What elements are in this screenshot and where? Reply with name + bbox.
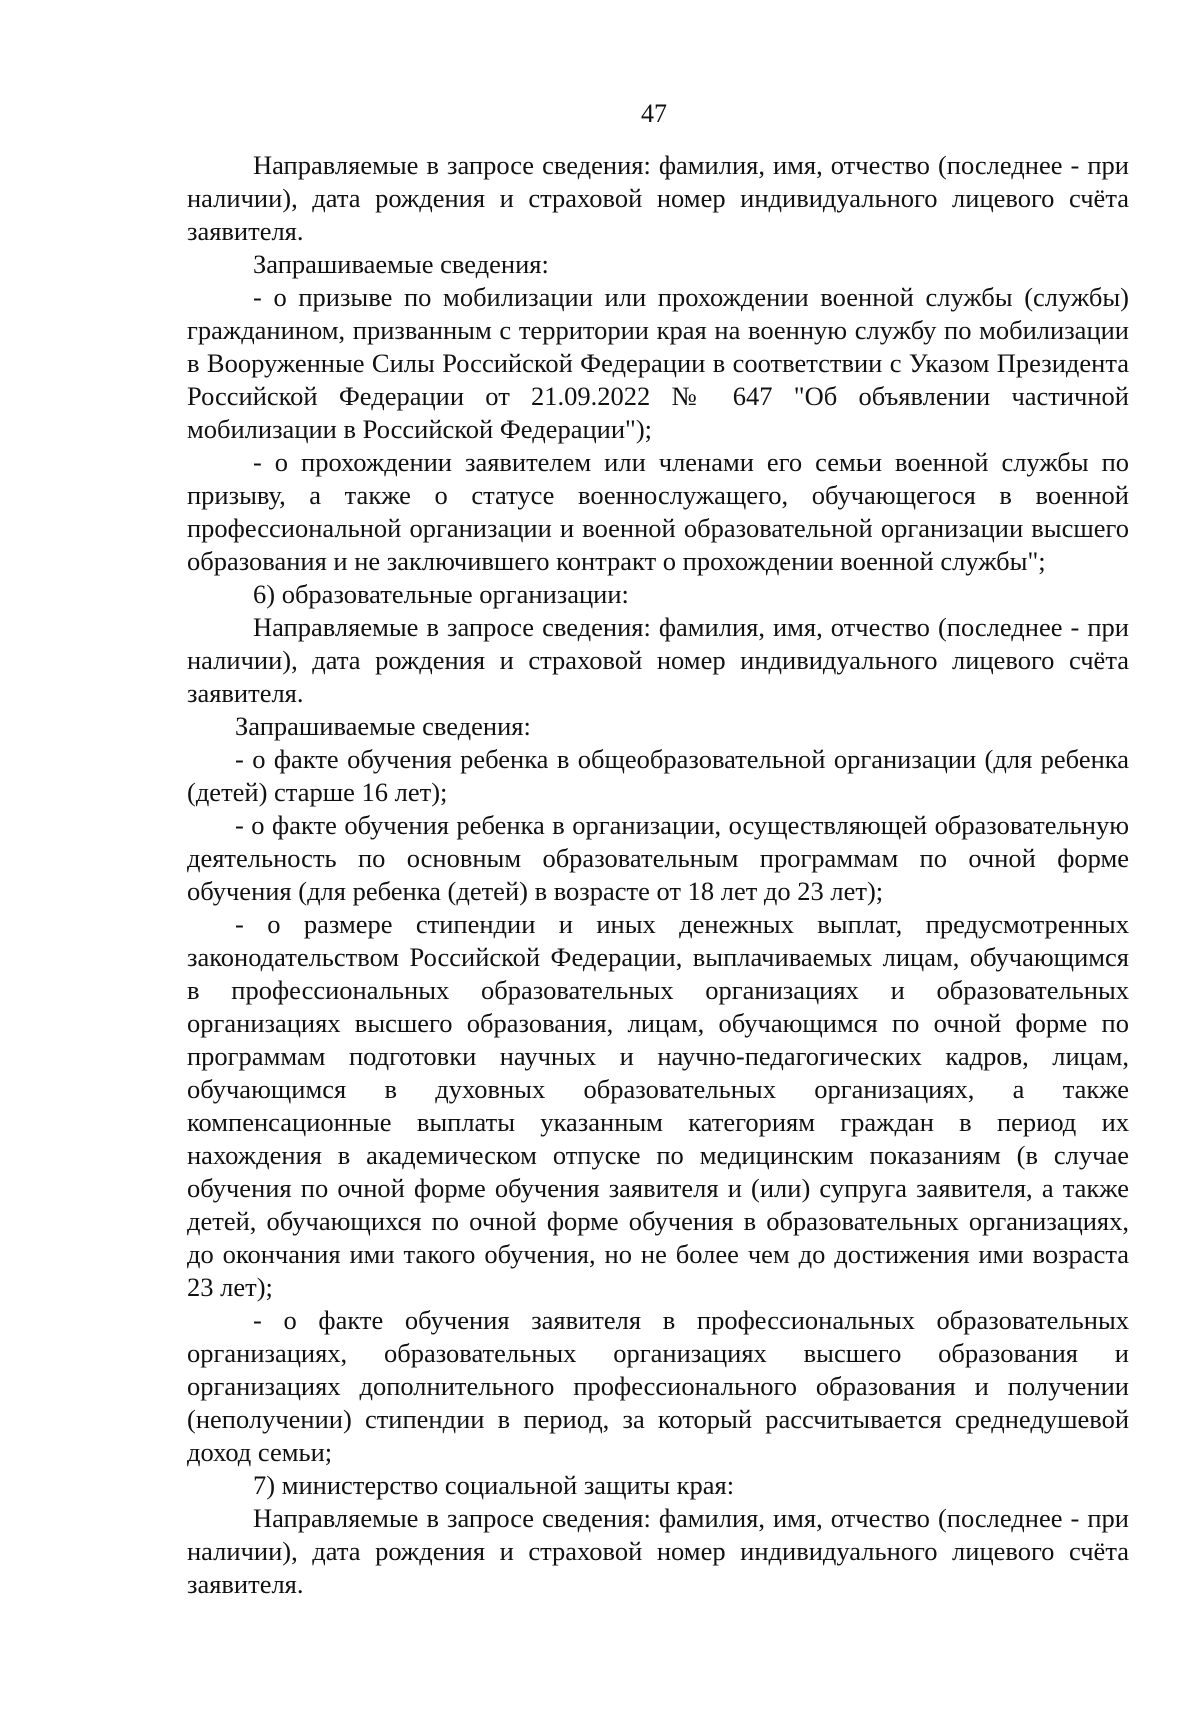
paragraph-section-7-heading: 7) министерство социальной защиты края: [253,1470,735,1500]
paragraph-military-service-item: - о прохождении заявителем или членами его семьи военной службы по призыву, а также о статусе военнослужащего, обучающегося в военной профессиональной организации и военной образовательной организации высшего образования и не заключившего контракт о прохождении военной службы"; [187,447,1129,576]
paragraph-request-data-2: Направляемые в запросе сведения: фамилия, имя, отчество (последнее - при наличии), дата рождения и страховой номер индивидуального лицевого счёта заявителя. [187,612,1129,708]
paragraph-stipend-item: - о размере стипендии и иных денежных выплат, предусмотренных законодательством Российской Федерации, выплачиваемых лицам, обучающимся в профессиональных образовательных организациях и образовательных организациях высшего образования, лицам, обучающимся по очной форме по программам подготовки научных и научно-педагогических кадров, лицам, обучающимся в духовных образовательных организациях, а также компенсационные выплаты указанным категориям граждан в период их нахождения в академическом отпуске по медицинским показаниям (в случае обучения по очной форме обучения заявителя и (или) супруга заявителя, а также детей, обучающихся по очной форме обучения в образовательных организациях, до окончания ими такого обучения, но не более чем до достижения ими возраста 23 лет); [187,909,1129,1302]
document-body [187,149,1129,1601]
paragraph-requested-info-heading-2: Запрашиваемые сведения: [235,711,531,741]
paragraph-request-data-1: Направляемые в запросе сведения: фамилия, имя, отчество (последнее - при наличии), дата рождения и страховой номер индивидуального лицевого счёта заявителя. [187,150,1129,246]
paragraph-applicant-education-item: - о факте обучения заявителя в профессиональных образовательных организациях, образовательных организациях высшего образования и организациях дополнительного профессионального образования и получении (неполучении) стипендии в период, за который рассчитывается среднедушевой доход семьи; [187,1305,1129,1467]
paragraph-mobilization-item: - о призыве по мобилизации или прохождении военной службы (службы) гражданином, призванным с территории края на военную службу по мобилизации в Вооруженные Силы Российской Федерации в соответствии с Указом Президента Российской Федерации от 21.09.2022 № 647 "Об объявлении частичной мобилизации в Российской Федерации"); [187,282,1129,444]
paragraph-education-org-item: - о факте обучения ребенка в организации, осуществляющей образовательную деятельность по основным образовательным программам по очной форме обучения (для ребенка (детей) в возрасте от 18 лет до 23 лет); [187,810,1129,906]
paragraph-school-item: - о факте обучения ребенка в общеобразовательной организации (для ребенка (детей) старше 16 лет); [187,744,1129,807]
page-number: 47 [641,99,667,128]
paragraph-requested-info-heading-1: Запрашиваемые сведения: [253,249,549,279]
paragraph-section-6-heading: 6) образовательные организации: [253,579,629,609]
paragraph-request-data-3: Направляемые в запросе сведения: фамилия, имя, отчество (последнее - при наличии), дата рождения и страховой номер индивидуального лицевого счёта заявителя. [187,1503,1129,1599]
